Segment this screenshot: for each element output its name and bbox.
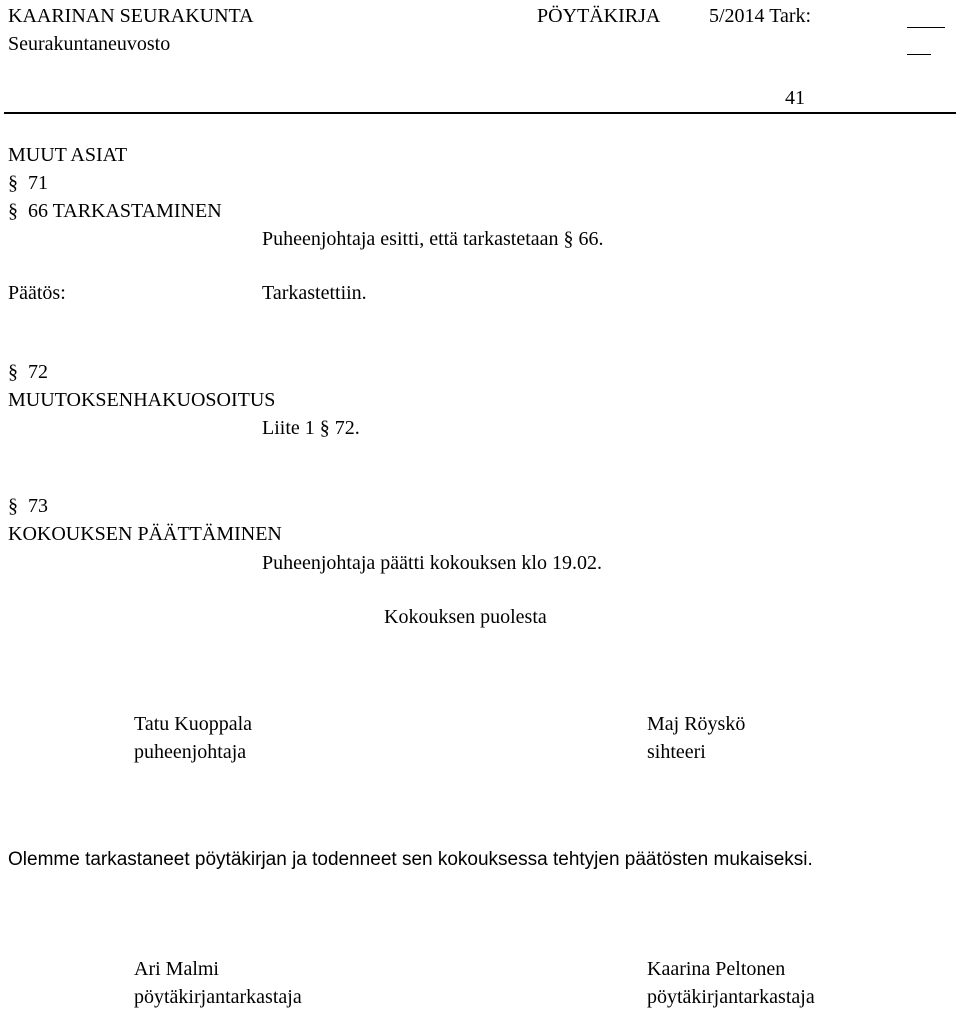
item-number-72: § 72 <box>8 361 48 383</box>
header-divider <box>4 112 956 114</box>
item-title-73: KOKOUKSEN PÄÄTTÄMINEN <box>8 523 282 545</box>
decision-text: Tarkastettiin. <box>262 282 367 304</box>
item-title-71: § 66 TARKASTAMINEN <box>8 200 222 222</box>
section-sign: § <box>8 361 18 383</box>
reviewer1-role: pöytäkirjantarkastaja <box>134 986 302 1008</box>
reviewer1-name: Ari Malmi <box>134 958 219 980</box>
item-number-71: § 71 <box>8 172 48 194</box>
item-text-73: Puheenjohtaja päätti kokouksen klo 19.02. <box>262 552 602 574</box>
item-text-71: Puheenjohtaja esitti, että tarkastetaan § 66. <box>262 228 604 250</box>
organization-name: KAARINAN SEURAKUNTA <box>8 5 254 27</box>
section-sign: § <box>8 495 18 517</box>
secretary-role: sihteeri <box>647 741 706 763</box>
initials-blank-1 <box>907 27 945 28</box>
reviewer2-name: Kaarina Peltonen <box>647 958 786 980</box>
page-number: 41 <box>785 87 805 109</box>
reviewer2-role: pöytäkirjantarkastaja <box>647 986 815 1008</box>
issue-number: 5/2014 Tark: <box>709 5 812 27</box>
item-text-72: Liite 1 § 72. <box>262 417 360 439</box>
section-sign: § <box>8 200 18 222</box>
secretary-name: Maj Röyskö <box>647 713 746 735</box>
document-type: PÖYTÄKIRJA <box>537 5 661 27</box>
decision-label: Päätös: <box>8 282 66 304</box>
item-title-72: MUUTOKSENHAKUOSOITUS <box>8 389 276 411</box>
signatures-heading: Kokouksen puolesta <box>384 606 547 628</box>
chair-name: Tatu Kuoppala <box>134 713 253 735</box>
chair-role: puheenjohtaja <box>134 741 247 763</box>
verification-statement: Olemme tarkastaneet pöytäkirjan ja todenneet sen kokouksessa tehtyjen päätösten mukaiseksi. <box>8 849 813 870</box>
item-number-73: § 73 <box>8 495 48 517</box>
item-category: MUUT ASIAT <box>8 144 128 166</box>
governing-body: Seurakuntaneuvosto <box>8 33 171 55</box>
section-sign: § <box>8 172 18 194</box>
initials-blank-2 <box>907 54 931 55</box>
